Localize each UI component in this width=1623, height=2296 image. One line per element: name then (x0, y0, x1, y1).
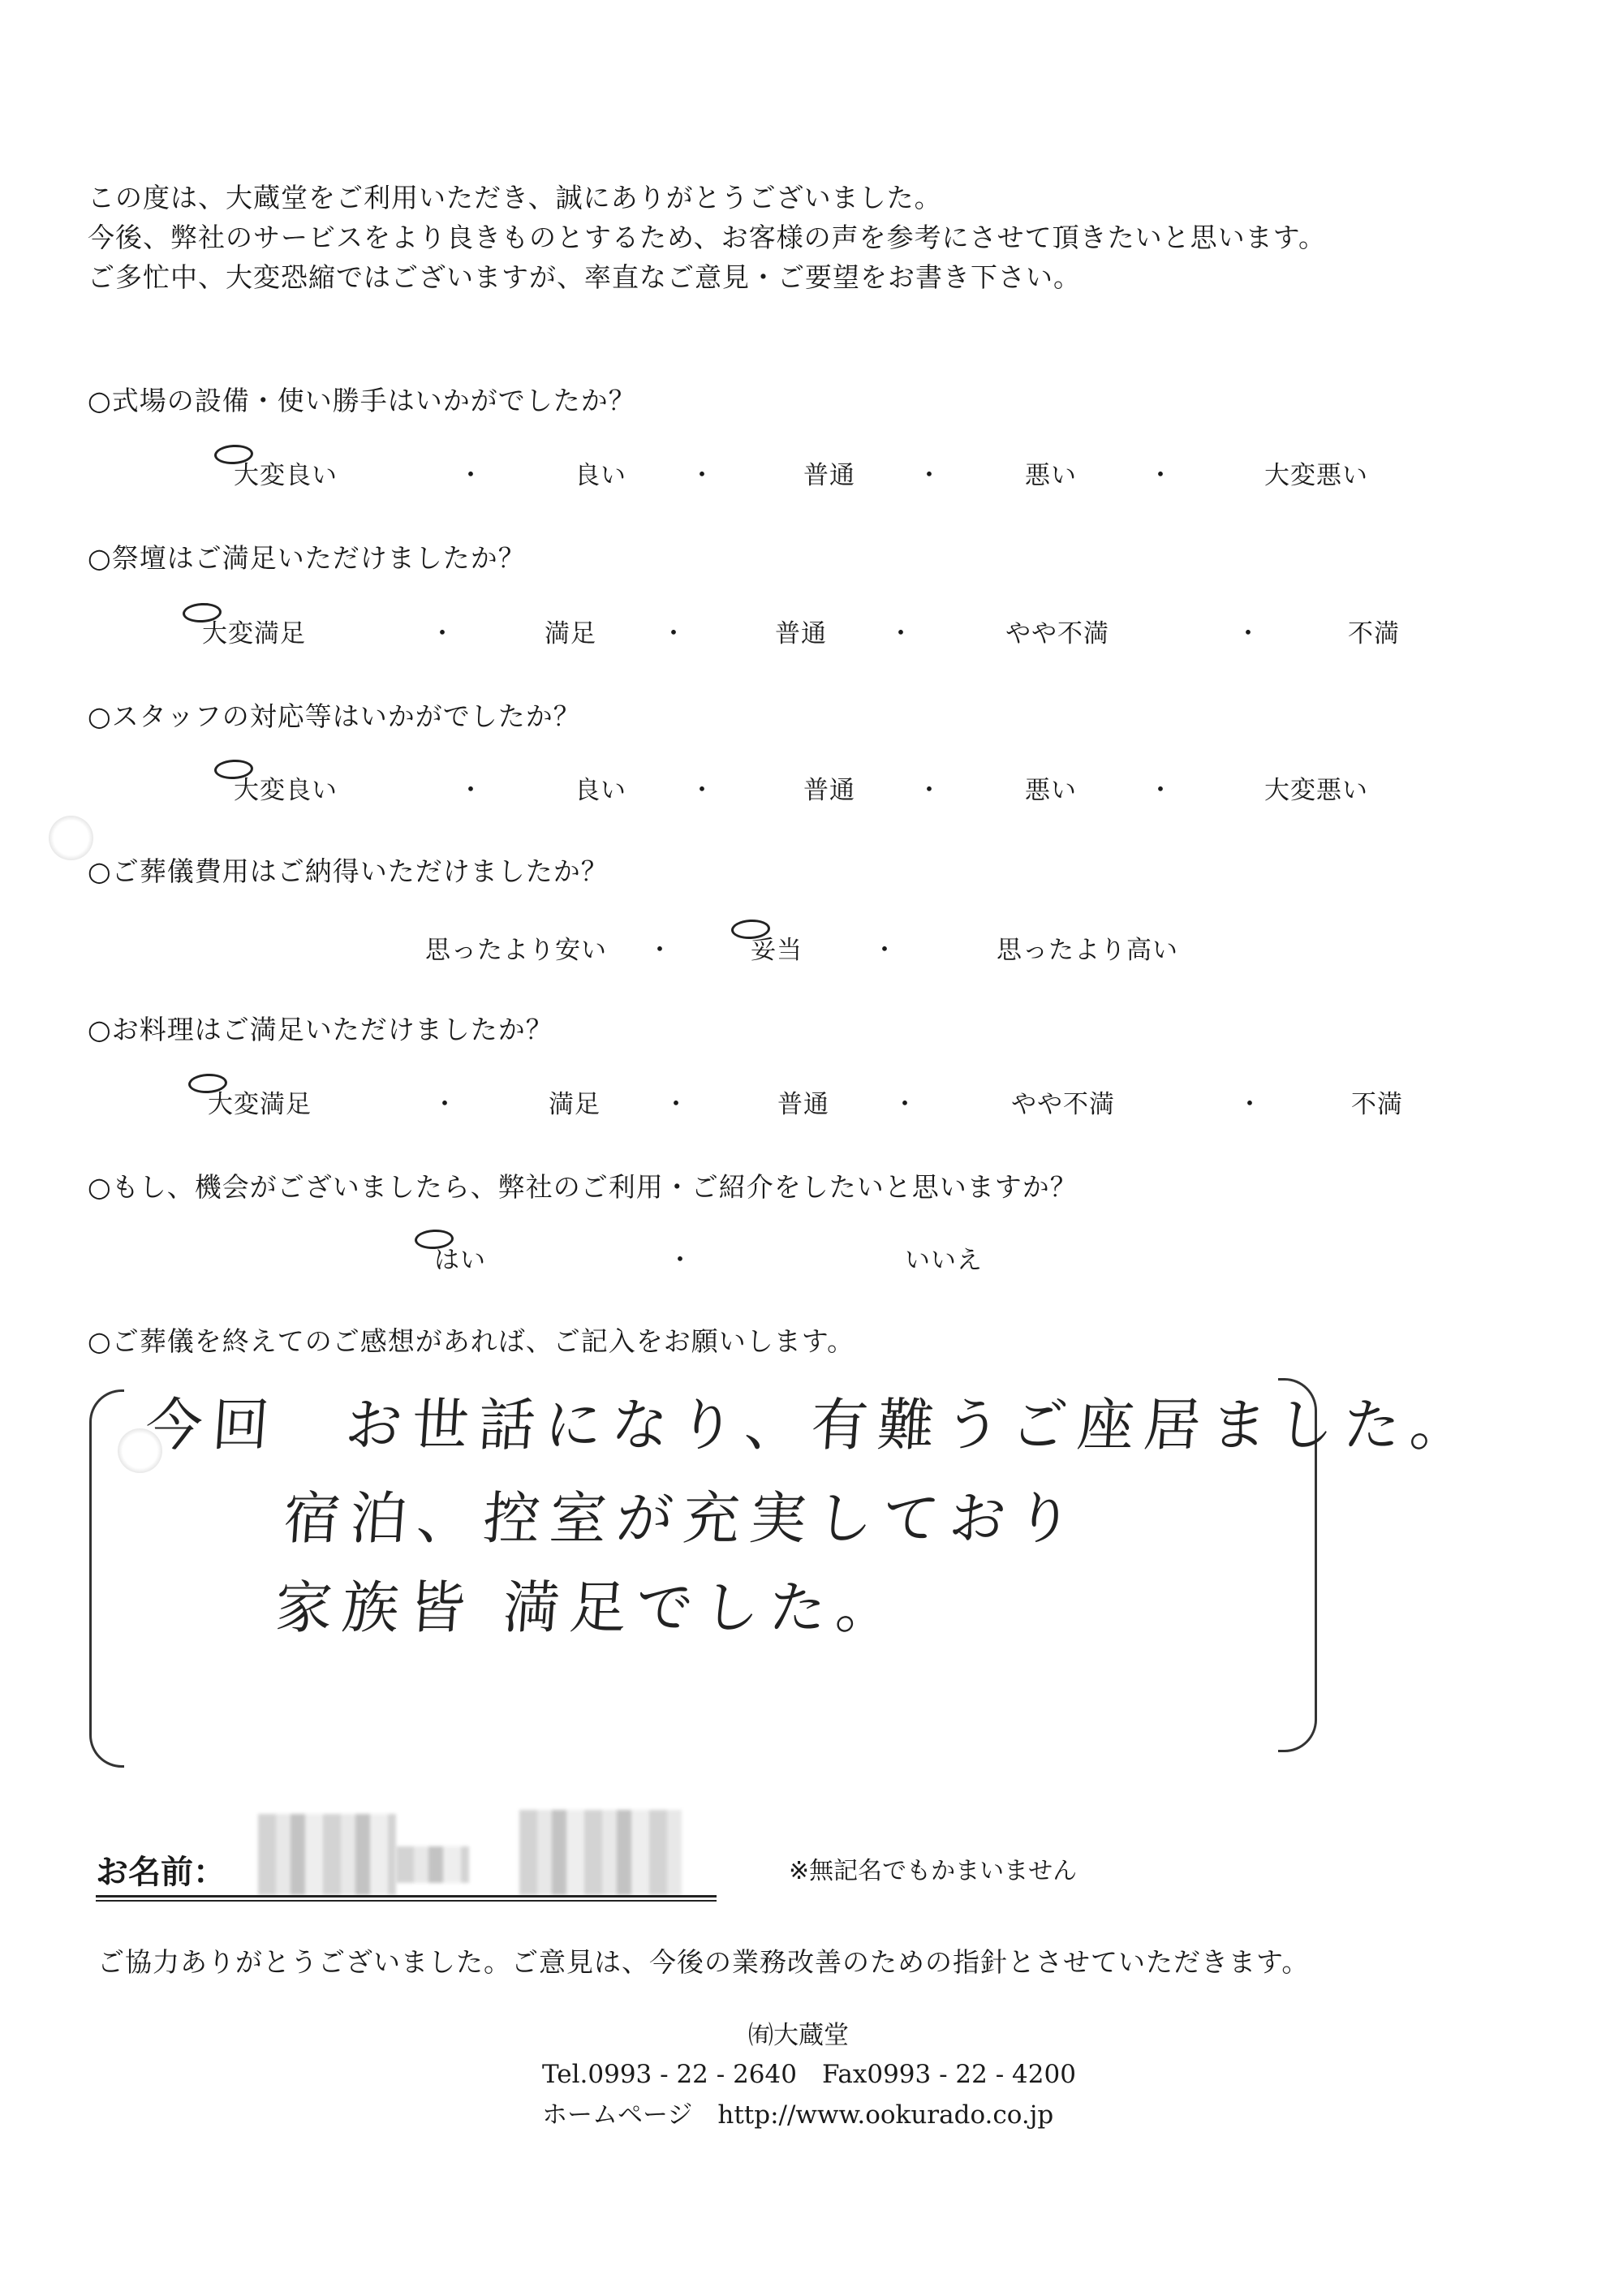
name-underline (96, 1900, 717, 1902)
anonymous-note: ※無記名でもかまいません (789, 1857, 1078, 1885)
option-reasonable: 妥当 (751, 936, 803, 965)
name-label: お名前： (96, 1854, 226, 1891)
option-good: 良い (575, 776, 626, 805)
option-very-bad: 大変悪い (1264, 461, 1368, 490)
option-normal: 普通 (803, 461, 855, 490)
separator-dot: ・ (661, 619, 687, 648)
question-recommend: ○もし、機会がございましたら、弊社のご利用・ご紹介をしたいと思いますか？ (88, 1171, 1078, 1203)
question-altar: ○祭壇はご満足いただけましたか？ (88, 542, 526, 574)
separator-dot: ・ (1147, 461, 1173, 490)
option-cheaper: 思ったより安い (425, 936, 607, 965)
separator-dot: ・ (458, 461, 484, 490)
option-normal: 普通 (775, 619, 827, 648)
option-somewhat-dissatisfied: やや不満 (1011, 1090, 1115, 1119)
separator-dot: ・ (432, 1090, 458, 1119)
option-very-good: 大変良い (234, 461, 338, 490)
separator-dot: ・ (1147, 776, 1173, 805)
separator-dot: ・ (888, 619, 914, 648)
option-more-expensive: 思ったより高い (997, 936, 1178, 965)
question-cost: ○ご葬儀費用はご納得いただけましたか？ (88, 855, 609, 887)
separator-dot: ・ (689, 461, 715, 490)
option-very-satisfied: 大変満足 (202, 619, 306, 648)
separator-dot: ・ (916, 461, 942, 490)
option-no: いいえ (905, 1246, 983, 1275)
option-dissatisfied: 不満 (1351, 1090, 1403, 1119)
separator-dot: ・ (1237, 1090, 1263, 1119)
name-underline (96, 1895, 717, 1898)
redacted-name (258, 1814, 396, 1895)
handwritten-comment-line-1: 今回 お世話になり、有難うご座居ました。 (143, 1392, 1479, 1458)
intro-line-2: 今後、弊社のサービスをより良きものとするため、お客様の声を参考にさせて頂きたいと思います。 (88, 222, 1327, 253)
option-satisfied: 満足 (549, 1090, 601, 1119)
intro-line-1: この度は、大蔵堂をご利用いただき、誠にありがとうございました。 (88, 182, 942, 213)
intro-line-3: ご多忙中、大変恐縮ではございますが、率直なご意見・ご要望をお書き下さい。 (88, 261, 1081, 293)
separator-dot: ・ (647, 936, 673, 965)
thanks-message: ご協力ありがとうございました。ご意見は、今後の業務改善のための指針とさせていただきます。 (97, 1946, 1310, 1978)
option-good: 良い (575, 461, 626, 490)
option-yes: はい (434, 1246, 486, 1275)
redacted-name (519, 1810, 682, 1895)
question-staff: ○スタッフの対応等はいかがでしたか？ (88, 700, 581, 732)
separator-dot: ・ (916, 776, 942, 805)
redacted-name (396, 1846, 469, 1883)
question-comments: ○ご葬儀を終えてのご感想があれば、ご記入をお願いします。 (88, 1325, 855, 1357)
option-very-satisfied: 大変満足 (208, 1090, 312, 1119)
separator-dot: ・ (892, 1090, 918, 1119)
company-homepage: ホームページ http://www.ookurado.co.jp (542, 2100, 1054, 2130)
separator-dot: ・ (667, 1246, 693, 1275)
option-very-bad: 大変悪い (1264, 776, 1368, 805)
option-bad: 悪い (1025, 461, 1077, 490)
separator-dot: ・ (872, 936, 898, 965)
comment-box-left-bracket (89, 1389, 124, 1768)
option-normal: 普通 (803, 776, 855, 805)
question-food: ○お料理はご満足いただけましたか？ (88, 1014, 553, 1045)
separator-dot: ・ (429, 619, 455, 648)
handwritten-comment-line-3: 家族皆 満足でした。 (273, 1574, 905, 1641)
option-normal: 普通 (777, 1090, 829, 1119)
company-name: ㈲大蔵堂 (748, 2021, 849, 2050)
separator-dot: ・ (663, 1090, 689, 1119)
option-very-good: 大変良い (234, 776, 338, 805)
option-satisfied: 満足 (545, 619, 596, 648)
company-contact: Tel.0993 - 22 - 2640 Fax0993 - 22 - 4200 (542, 2060, 1076, 2089)
option-somewhat-dissatisfied: やや不満 (1005, 619, 1109, 648)
separator-dot: ・ (1235, 619, 1261, 648)
separator-dot: ・ (689, 776, 715, 805)
handwritten-comment-line-2: 宿泊、控室が充実しており (281, 1485, 1085, 1552)
option-dissatisfied: 不満 (1348, 619, 1400, 648)
option-bad: 悪い (1025, 776, 1077, 805)
separator-dot: ・ (458, 776, 484, 805)
question-facility: ○式場の設備・使い勝手はいかがでしたか？ (88, 385, 636, 416)
punch-hole-mark (49, 816, 93, 860)
